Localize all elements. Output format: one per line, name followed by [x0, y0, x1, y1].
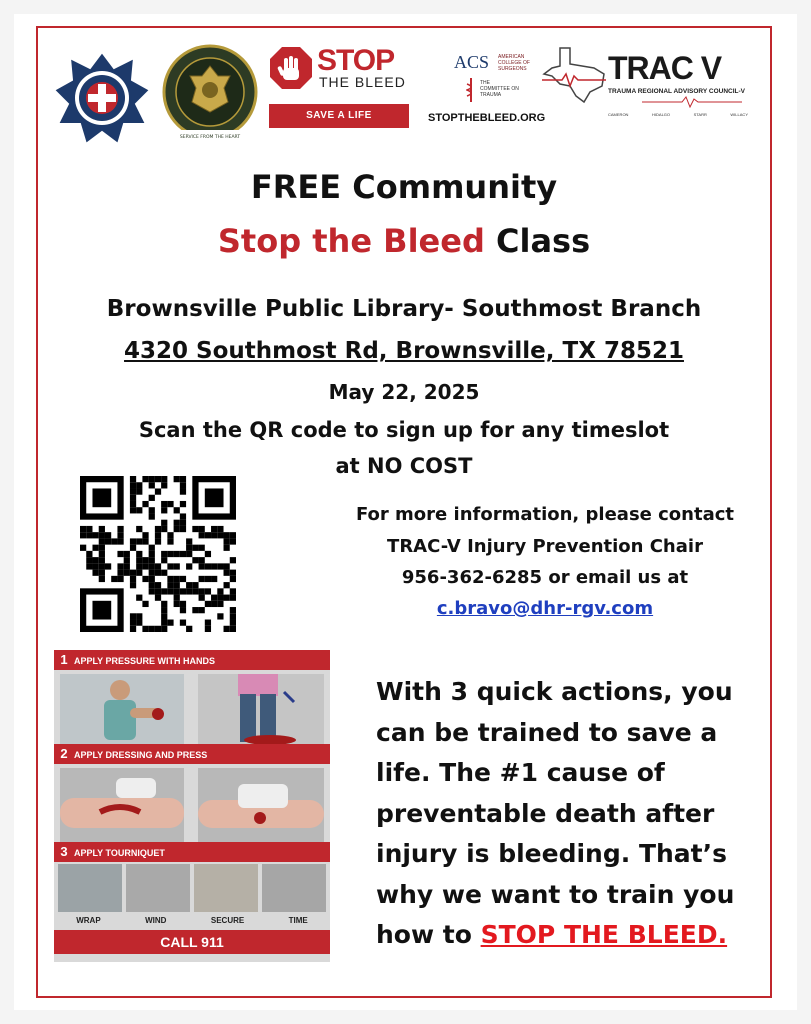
tourniquet-step-label: TIME: [288, 916, 308, 925]
county: WILLACY: [730, 112, 748, 117]
step-1-illustration-a: [60, 674, 184, 744]
stop-the-bleed-steps-graphic: [54, 650, 330, 962]
leg-pressure-icon: [198, 674, 324, 744]
tourniquet-step-label: WIND: [145, 916, 167, 925]
police-badge-icon: [162, 42, 258, 146]
stop-the-bleed-emphasis: STOP THE BLEED.: [480, 920, 728, 949]
stop-the-bleed-logo: [269, 46, 409, 132]
committee-on-trauma: THE COMMITTEE ON TRAUMA: [480, 80, 519, 98]
trac-counties: [608, 112, 748, 117]
trac-v-subtitle: TRAUMA REGIONAL ADVISORY COUNCIL-V: [608, 88, 745, 95]
paragraph-line: life. The #1 cause of: [376, 758, 665, 787]
step-label: APPLY PRESSURE WITH HANDS: [74, 656, 216, 666]
acs-mark: ACS: [454, 52, 490, 72]
stopthebleed-url: STOPTHEBLEED.ORG: [428, 112, 546, 124]
step-3-bar: [54, 842, 330, 862]
info-paragraph: [376, 672, 766, 956]
scan-instruction-line-1: Scan the QR code to sign up for any timeslot: [138, 418, 670, 442]
signup-qr-code[interactable]: [80, 476, 236, 632]
step-2-bar: [54, 744, 330, 764]
step-number: 3: [60, 844, 68, 859]
heading-rest-text: Class: [484, 222, 591, 260]
county: HIDALGO: [652, 112, 671, 117]
texas-map-icon: [542, 46, 606, 104]
tourniquet-step-label: SECURE: [210, 916, 245, 925]
tourniquet-wrap-illustration: [58, 864, 122, 912]
tourniquet-step-labels: [54, 916, 330, 925]
tourniquet-time-illustration: [262, 864, 326, 912]
caduceus-icon: [466, 78, 476, 102]
address-text: 4320 Southmost Rd, Brownsville, TX 78521: [124, 338, 684, 364]
heading-red-text: Stop the Bleed: [217, 222, 485, 260]
paragraph-line: can be trained to save a: [376, 717, 718, 747]
the-bleed-word: THE BLEED: [319, 74, 406, 90]
tourniquet-step-label: WRAP: [76, 916, 101, 925]
acs-college-name: AMERICAN COLLEGE OF SURGEONS: [498, 54, 530, 72]
save-a-life-banner: SAVE A LIFE: [269, 104, 409, 128]
venue-name: Brownsville Public Library- Southmost Branch: [106, 296, 702, 322]
step-label: APPLY TOURNIQUET: [74, 848, 165, 858]
paragraph-line: preventable death after: [376, 798, 715, 828]
paragraph-line: With 3 quick actions, you: [376, 677, 733, 706]
step-1-illustration-b: [198, 674, 324, 744]
heading-line-1: FREE Community: [250, 168, 558, 206]
tourniquet-secure-illustration: [194, 864, 258, 912]
fire-dept-maltese-cross-icon: [52, 50, 152, 146]
hands-pressure-icon: [60, 674, 184, 744]
contact-line-2: TRAC-V Injury Prevention Chair: [387, 536, 703, 557]
fire-dept-logo: [52, 50, 152, 146]
wound-packing-icon: [60, 768, 184, 842]
contact-email-row: [330, 598, 760, 619]
contact-line-1: For more information, please contact: [355, 504, 735, 525]
event-date: May 22, 2025: [328, 380, 480, 404]
call-911-banner: CALL 911: [54, 930, 330, 954]
step-1-bar: [54, 650, 330, 670]
step-2-illustration-b: [198, 768, 324, 842]
county: STARR: [693, 112, 707, 117]
tourniquet-wind-illustration: [126, 864, 190, 912]
heartbeat-line-icon: [642, 96, 742, 108]
trac-v-title: TRAC V: [608, 50, 722, 86]
venue-address: [36, 338, 772, 364]
step-number: 2: [60, 746, 68, 761]
police-dept-logo: [162, 42, 258, 146]
dressing-press-icon: [198, 768, 324, 842]
county: CAMERON: [608, 112, 629, 117]
trac-v-logo: [542, 44, 752, 124]
paragraph-last-line: [376, 915, 766, 956]
scan-instruction-line-2: at NO COST: [335, 454, 473, 478]
contact-email-link[interactable]: c.bravo@dhr-rgv.com: [436, 598, 654, 619]
paragraph-last-prefix: how to: [376, 920, 481, 949]
paragraph-line: why we want to train you: [376, 879, 735, 909]
acs-logo: [428, 48, 554, 128]
police-motto: SERVICE FROM THE HEART: [179, 135, 241, 140]
stop-word: STOP: [317, 44, 395, 77]
paragraph-line: injury is bleeding. That’s: [376, 839, 728, 868]
step-2-illustration-a: [60, 768, 184, 842]
heading-line-2: [36, 222, 772, 260]
raised-hand-icon: [269, 46, 313, 90]
contact-line-3: 956-362-6285 or email us at: [401, 567, 689, 588]
step-label: APPLY DRESSING AND PRESS: [74, 750, 208, 760]
step-number: 1: [60, 652, 68, 667]
